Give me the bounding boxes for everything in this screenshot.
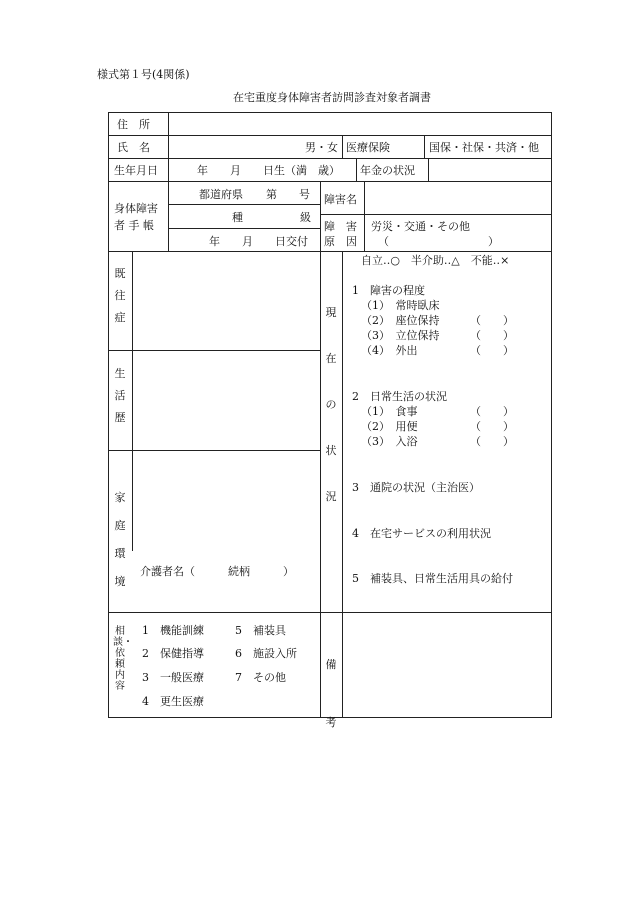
notebook-type[interactable]: 種 — [232, 211, 243, 224]
life-history-label: 生活歴 — [114, 367, 126, 424]
insurance-label: 医療保険 — [346, 141, 390, 154]
cause-other-field[interactable]: （ ） — [378, 235, 499, 248]
degree-title: 1 障害の程度 — [352, 284, 425, 297]
consult-item-1[interactable]: 1 機能訓練 — [142, 624, 204, 637]
family-environment-field[interactable] — [133, 451, 320, 551]
hospital-visit-status: 3 通院の状況（主治医） — [352, 481, 480, 494]
consult-item-3[interactable]: 3 一般医療 — [142, 671, 204, 684]
notebook-number[interactable]: 第 号 — [266, 188, 310, 201]
daily-item-1-field[interactable]: （ ） — [470, 405, 514, 418]
pension-field[interactable] — [429, 159, 551, 181]
consult-item-5[interactable]: 5 補装具 — [235, 624, 286, 637]
consult-item-2[interactable]: 2 保健指導 — [142, 647, 204, 660]
life-history-field[interactable] — [133, 351, 320, 450]
daily-item-3-field[interactable]: （ ） — [470, 435, 514, 448]
form-title: 在宅重度身体障害者訪問診査対象者調書 — [233, 91, 431, 104]
pension-label: 年金の状況 — [360, 164, 415, 177]
home-service-status: 4 在宅サービスの利用状況 — [352, 527, 491, 540]
degree-item-1: （1） 常時臥床 — [361, 299, 440, 312]
form-id: 様式第１号(4関係) — [97, 68, 190, 81]
cause-label-line1: 障 害 — [324, 220, 357, 233]
name-field[interactable] — [169, 136, 309, 158]
daily-item-2-field[interactable]: （ ） — [470, 420, 514, 433]
status-legend: 自立‥○ 半介助‥△ 不能‥× — [361, 254, 510, 267]
birth-date-field[interactable]: 年 月 日生（満 歳） — [197, 164, 340, 177]
history-field[interactable] — [133, 252, 320, 350]
family-environment-label: 家庭環境 — [114, 491, 126, 588]
address-label: 住 所 — [117, 118, 150, 131]
degree-item-3: （3） 立位保持 — [361, 329, 440, 342]
degree-item-3-field[interactable]: （ ） — [470, 329, 514, 342]
birth-label: 生年月日 — [114, 164, 158, 177]
cause-options[interactable]: 労災・交通・その他 — [371, 220, 470, 233]
consult-item-7[interactable]: 7 その他 — [235, 671, 286, 684]
degree-item-4-field[interactable]: （ ） — [470, 344, 514, 357]
degree-item-2-field[interactable]: （ ） — [470, 314, 514, 327]
insurance-options[interactable]: 国保・社保・共済・他 — [429, 141, 539, 154]
daily-life-title: 2 日常生活の状況 — [352, 390, 447, 403]
disability-name-field[interactable] — [365, 182, 551, 214]
consult-item-4[interactable]: 4 更生医療 — [142, 695, 204, 708]
daily-item-1: （1） 食事 — [361, 405, 418, 418]
consult-item-6[interactable]: 6 施設入所 — [235, 647, 297, 660]
current-status-label: 現在の状況 — [325, 306, 337, 503]
notebook-issued[interactable]: 年 月 日交付 — [209, 235, 308, 248]
degree-item-2: （2） 座位保持 — [361, 314, 440, 327]
notebook-label-line2: 者 手 帳 — [114, 219, 154, 232]
assistive-device-status: 5 補装具、日常生活用具の給付 — [352, 572, 513, 585]
degree-item-4: （4） 外出 — [361, 344, 418, 357]
notebook-label-line1: 身体障害 — [114, 202, 158, 215]
notebook-prefecture[interactable]: 都道府県 — [199, 188, 243, 201]
remarks-field[interactable] — [343, 613, 551, 717]
daily-item-2: （2） 用便 — [361, 420, 418, 433]
notebook-grade[interactable]: 級 — [300, 211, 311, 224]
cause-label-line2: 原 因 — [324, 235, 357, 248]
name-label: 氏 名 — [117, 141, 150, 154]
remarks-label: 備考 — [325, 658, 337, 729]
caregiver-field[interactable]: 介護者名（ 続柄 ） — [140, 565, 294, 578]
daily-item-3: （3） 入浴 — [361, 435, 418, 448]
sex-options[interactable]: 男・女 — [305, 141, 338, 154]
disability-name-label: 障害名 — [324, 193, 357, 206]
consult-label: 相談・依頼内容 — [113, 626, 133, 692]
history-label: 既往症 — [114, 267, 126, 324]
address-field[interactable] — [169, 113, 551, 135]
